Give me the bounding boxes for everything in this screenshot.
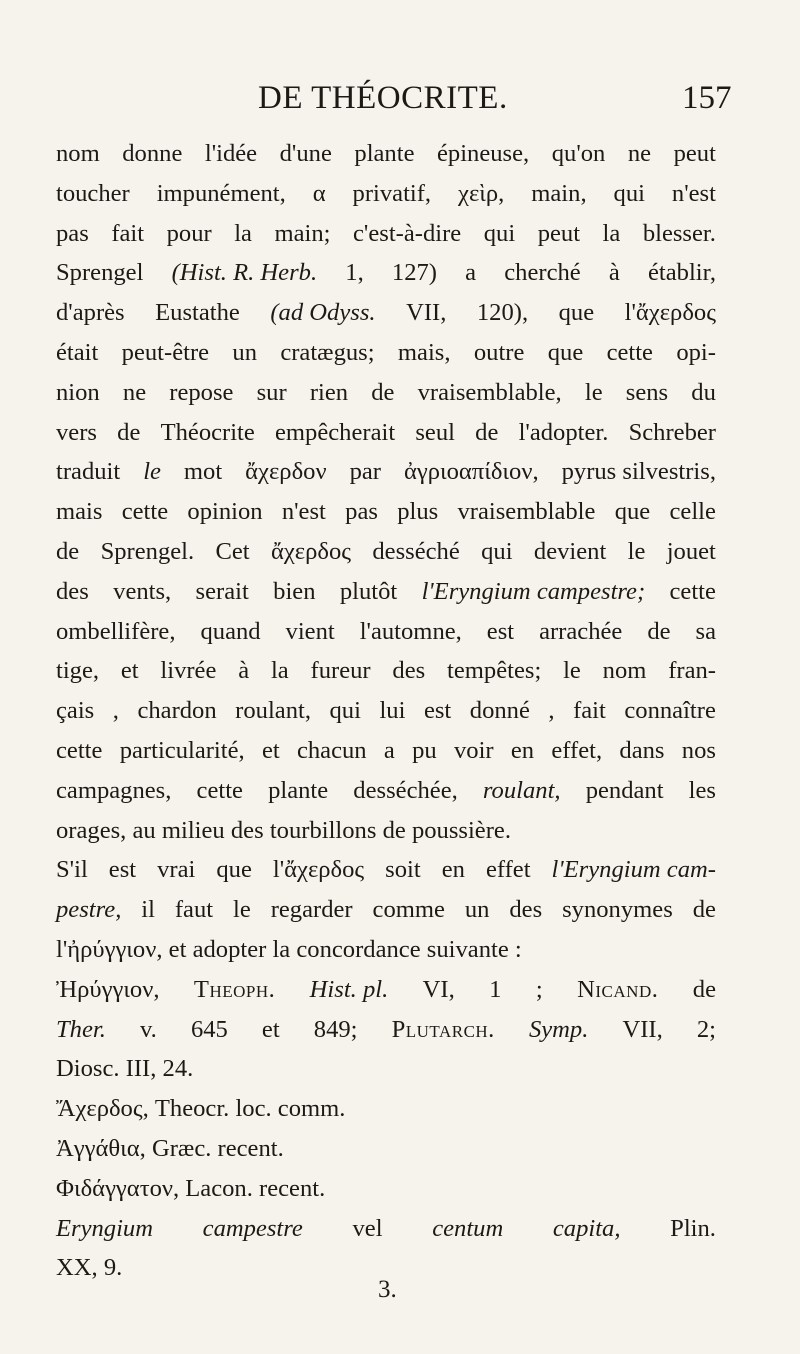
text-line <box>56 811 716 851</box>
word: vel <box>352 1214 383 1242</box>
word: l'automne, <box>359 617 462 645</box>
word: Cet <box>215 537 250 565</box>
word: le <box>143 458 161 486</box>
word: mais, <box>397 338 451 366</box>
word: l'Eryngium campestre; <box>421 577 646 605</box>
word: sa <box>695 617 716 645</box>
signature-mark: 3. <box>378 1276 397 1303</box>
word: vraisemblable, <box>417 378 562 406</box>
word: pyrus silvestris, <box>561 458 716 486</box>
word: que <box>558 299 595 327</box>
word: et <box>261 1015 280 1043</box>
word: peut <box>537 219 581 247</box>
word: plutôt <box>339 577 398 605</box>
word: qui <box>613 179 645 207</box>
word: à <box>608 259 620 287</box>
word: pestre, <box>56 896 122 924</box>
word: Ἀγγάθια, Græc. recent. <box>56 1134 284 1162</box>
word: de <box>56 537 80 565</box>
word: fait <box>573 697 606 725</box>
word: mais <box>56 498 103 526</box>
word: et <box>120 657 139 685</box>
word: l'adopter. <box>518 418 609 446</box>
text-line <box>56 651 716 691</box>
word: chacun <box>296 736 367 764</box>
word: opinion <box>187 498 263 526</box>
text-line <box>56 452 716 492</box>
word: mot <box>183 458 223 486</box>
word: lui <box>379 697 406 725</box>
text-line <box>56 333 716 373</box>
word: blesser. <box>642 219 716 247</box>
word: peut-être <box>121 338 210 366</box>
word: cette <box>121 498 169 526</box>
word: dans <box>619 736 665 764</box>
word: VII, <box>406 299 447 327</box>
word: sens <box>625 378 669 406</box>
word: desséchée, <box>353 776 458 804</box>
word: χεὶρ, <box>458 179 505 207</box>
word: Théocrite <box>160 418 255 446</box>
word: nom <box>56 140 100 167</box>
word: tempêtes; <box>447 657 542 685</box>
word: v. <box>139 1015 157 1043</box>
word: que <box>216 856 252 884</box>
word: milieu <box>161 816 225 844</box>
word: devient <box>533 537 607 565</box>
word: la <box>272 935 291 963</box>
running-title: DE THÉOCRITE. <box>258 80 508 116</box>
word: campestre <box>202 1214 303 1242</box>
word: fran- <box>668 657 716 685</box>
word: nion <box>56 378 100 406</box>
word: roulant, <box>235 697 311 725</box>
word: un <box>232 338 257 366</box>
word: donne <box>122 140 183 167</box>
word: le <box>584 378 603 406</box>
word: faut <box>174 896 214 924</box>
word: a <box>383 736 395 764</box>
word: tige, <box>56 657 100 685</box>
word: 2; <box>696 1015 716 1043</box>
word: Eryngium <box>56 1214 153 1242</box>
word: que <box>614 498 651 526</box>
word: S'il <box>56 856 88 884</box>
word: fureur <box>310 657 371 685</box>
word: adopter <box>192 935 267 963</box>
word: chardon <box>137 697 217 725</box>
word: 849; <box>313 1015 358 1043</box>
word: de <box>692 975 716 1003</box>
text-line <box>56 970 716 1010</box>
word: roulant, <box>482 776 561 804</box>
word: que <box>547 338 584 366</box>
word: qui <box>481 537 513 565</box>
word: des <box>230 816 264 844</box>
word: Sprengel. <box>100 537 195 565</box>
word: Nicand. <box>577 975 659 1003</box>
text-line <box>56 1169 716 1209</box>
word: de <box>647 617 671 645</box>
word: plus <box>397 498 439 526</box>
word: campagnes, <box>56 776 172 804</box>
word: tourbillons <box>269 816 377 844</box>
word: et <box>168 935 187 963</box>
word: repose <box>169 378 234 406</box>
word: la <box>602 219 621 247</box>
word: les <box>688 776 716 804</box>
word: çais <box>56 697 95 725</box>
word: Hist. pl. <box>309 975 389 1003</box>
word: (Hist. R. Herb. <box>171 259 318 287</box>
word: l'ἄχερδος <box>272 856 365 884</box>
word: d'après <box>56 299 125 327</box>
word: de <box>382 816 406 844</box>
text-line <box>56 572 716 612</box>
word: du <box>691 378 716 406</box>
word: jouet <box>666 537 716 565</box>
word: cette <box>196 776 243 804</box>
text-line <box>56 253 716 293</box>
word: était <box>56 338 99 366</box>
word: Theoph. <box>193 975 276 1003</box>
word: par <box>349 458 381 486</box>
word: : <box>514 935 522 963</box>
word: de <box>692 896 716 924</box>
word: VI, <box>422 975 455 1003</box>
word: pour <box>166 219 212 247</box>
word: celle <box>669 498 716 526</box>
word: VII, <box>622 1015 663 1043</box>
word: vraisemblable <box>457 498 596 526</box>
word: des <box>509 896 543 924</box>
word: effet <box>485 856 531 884</box>
word: α <box>312 179 326 207</box>
word: le <box>627 537 646 565</box>
word: 1, <box>345 259 364 287</box>
word: l'ἠρύγγιον, <box>56 935 163 963</box>
word: 127) <box>391 259 437 287</box>
word: pas <box>56 219 89 247</box>
word: plante <box>268 776 329 804</box>
word: fait <box>111 219 145 247</box>
word: des <box>392 657 426 685</box>
word: des <box>56 577 89 605</box>
word: n'est <box>281 498 326 526</box>
word: XX, 9. <box>56 1254 123 1282</box>
word: Plutarch. <box>391 1015 495 1043</box>
word: ne <box>627 140 652 167</box>
word: cette <box>606 338 653 366</box>
text-line <box>56 134 716 174</box>
text-line <box>56 771 716 811</box>
word: la <box>234 219 252 247</box>
word: vents, <box>113 577 172 605</box>
word: et <box>261 736 280 764</box>
word: vient <box>285 617 335 645</box>
text-line <box>56 1049 716 1089</box>
word: concordance <box>296 935 421 963</box>
word: vers <box>56 418 97 446</box>
word: Φιδάγγατον, Lacon. recent. <box>56 1174 326 1202</box>
word: seul <box>415 418 455 446</box>
word: serait <box>195 577 249 605</box>
word: épineuse, <box>437 140 530 167</box>
running-head <box>0 78 800 128</box>
text-line <box>56 532 716 572</box>
word: particularité, <box>119 736 245 764</box>
text-line <box>56 850 716 890</box>
word: outre <box>473 338 525 366</box>
text-line <box>56 890 716 930</box>
page-number: 157 <box>682 80 732 116</box>
text-line <box>56 373 716 413</box>
word: , <box>112 697 119 725</box>
word: rien <box>309 378 349 406</box>
word: capita, <box>552 1214 621 1242</box>
word: traduit <box>56 458 121 486</box>
word: pas <box>345 498 378 526</box>
word: (ad Odyss. <box>270 299 376 327</box>
word: de <box>117 418 141 446</box>
word: ne <box>122 378 147 406</box>
word: établir, <box>647 259 716 287</box>
word: Ἄχερδος, Theocr. loc. comm. <box>56 1095 346 1123</box>
text-line <box>56 731 716 771</box>
word: est <box>108 856 137 884</box>
text-line <box>56 1010 716 1050</box>
word: orages, <box>56 816 127 844</box>
word: suivante <box>426 935 509 963</box>
word: voir <box>453 736 494 764</box>
text-line <box>56 293 716 333</box>
word: pendant <box>585 776 664 804</box>
word: Ther. <box>56 1015 106 1043</box>
word: privatif, <box>352 179 432 207</box>
text-line <box>56 214 716 254</box>
word: un <box>464 896 490 924</box>
text-line <box>56 413 716 453</box>
word: 1 <box>489 975 502 1003</box>
word: main; <box>274 219 331 247</box>
word: quand <box>200 617 261 645</box>
word: de <box>371 378 395 406</box>
word: sur <box>256 378 287 406</box>
word: Plin. <box>670 1214 716 1242</box>
text-line <box>56 1129 716 1169</box>
word: nos <box>681 736 716 764</box>
word: poussière. <box>411 816 511 844</box>
word: centum <box>432 1214 504 1242</box>
word: vrai <box>157 856 196 884</box>
word: ombellifère, <box>56 617 176 645</box>
word: connaître <box>624 697 716 725</box>
word: regarder <box>270 896 353 924</box>
word: synonymes <box>562 896 673 924</box>
word: impunément, <box>156 179 286 207</box>
word: est <box>423 697 452 725</box>
word: qui <box>329 697 361 725</box>
word: qu'on <box>551 140 606 167</box>
word: cherché <box>504 259 581 287</box>
word: il <box>141 896 155 924</box>
word: est <box>486 617 515 645</box>
word: pu <box>412 736 437 764</box>
word: arrachée <box>539 617 623 645</box>
word: en <box>441 856 465 884</box>
word: la <box>270 657 289 685</box>
word: , <box>548 697 555 725</box>
word: cette <box>669 577 716 605</box>
word: empêcherait <box>275 418 396 446</box>
word: le <box>563 657 581 685</box>
word: l'ἄχερδος <box>624 299 716 327</box>
word: livrée <box>160 657 217 685</box>
word: de <box>475 418 499 446</box>
word: qui <box>483 219 516 247</box>
word: opi- <box>676 338 716 366</box>
word: Schreber <box>628 418 716 446</box>
word: au <box>132 816 156 844</box>
word: 120), <box>476 299 529 327</box>
text-line <box>56 1089 716 1129</box>
word: Symp. <box>528 1015 589 1043</box>
word: donné <box>469 697 530 725</box>
word: Eustathe <box>155 299 240 327</box>
text-line <box>56 1209 716 1249</box>
word: comme <box>372 896 445 924</box>
word: nom <box>602 657 647 685</box>
word: ἄχερδον <box>245 458 327 486</box>
text-line <box>56 930 716 970</box>
word: a <box>465 259 477 287</box>
word: d'une <box>279 140 332 167</box>
word: c'est-à-dire <box>353 219 462 247</box>
text-line <box>56 612 716 652</box>
word: main, <box>531 179 587 207</box>
word: ἀγριοαπίδιον, <box>403 458 539 486</box>
word: desséché <box>372 537 460 565</box>
text-line <box>56 691 716 731</box>
word: toucher <box>56 179 130 207</box>
word: soit <box>385 856 421 884</box>
word: l'idée <box>204 140 258 167</box>
word: Sprengel <box>56 259 144 287</box>
word: peut <box>673 140 716 167</box>
word: le <box>233 896 251 924</box>
word: plante <box>354 140 415 167</box>
word: 645 <box>190 1015 228 1043</box>
word: cette <box>56 736 103 764</box>
word: n'est <box>671 179 716 207</box>
body-text <box>56 134 716 1288</box>
word: Ἠρύγγιον, <box>56 975 160 1003</box>
word: cratægus; <box>280 338 375 366</box>
word: ; <box>535 975 543 1003</box>
word: Diosc. III, 24. <box>56 1055 194 1083</box>
text-line <box>56 174 716 214</box>
text-line <box>56 492 716 532</box>
word: bien <box>273 577 316 605</box>
word: à <box>238 657 250 685</box>
word: ἄχερδος <box>270 537 352 565</box>
word: en <box>510 736 535 764</box>
word: effet, <box>551 736 603 764</box>
word: l'Eryngium cam- <box>551 856 716 884</box>
